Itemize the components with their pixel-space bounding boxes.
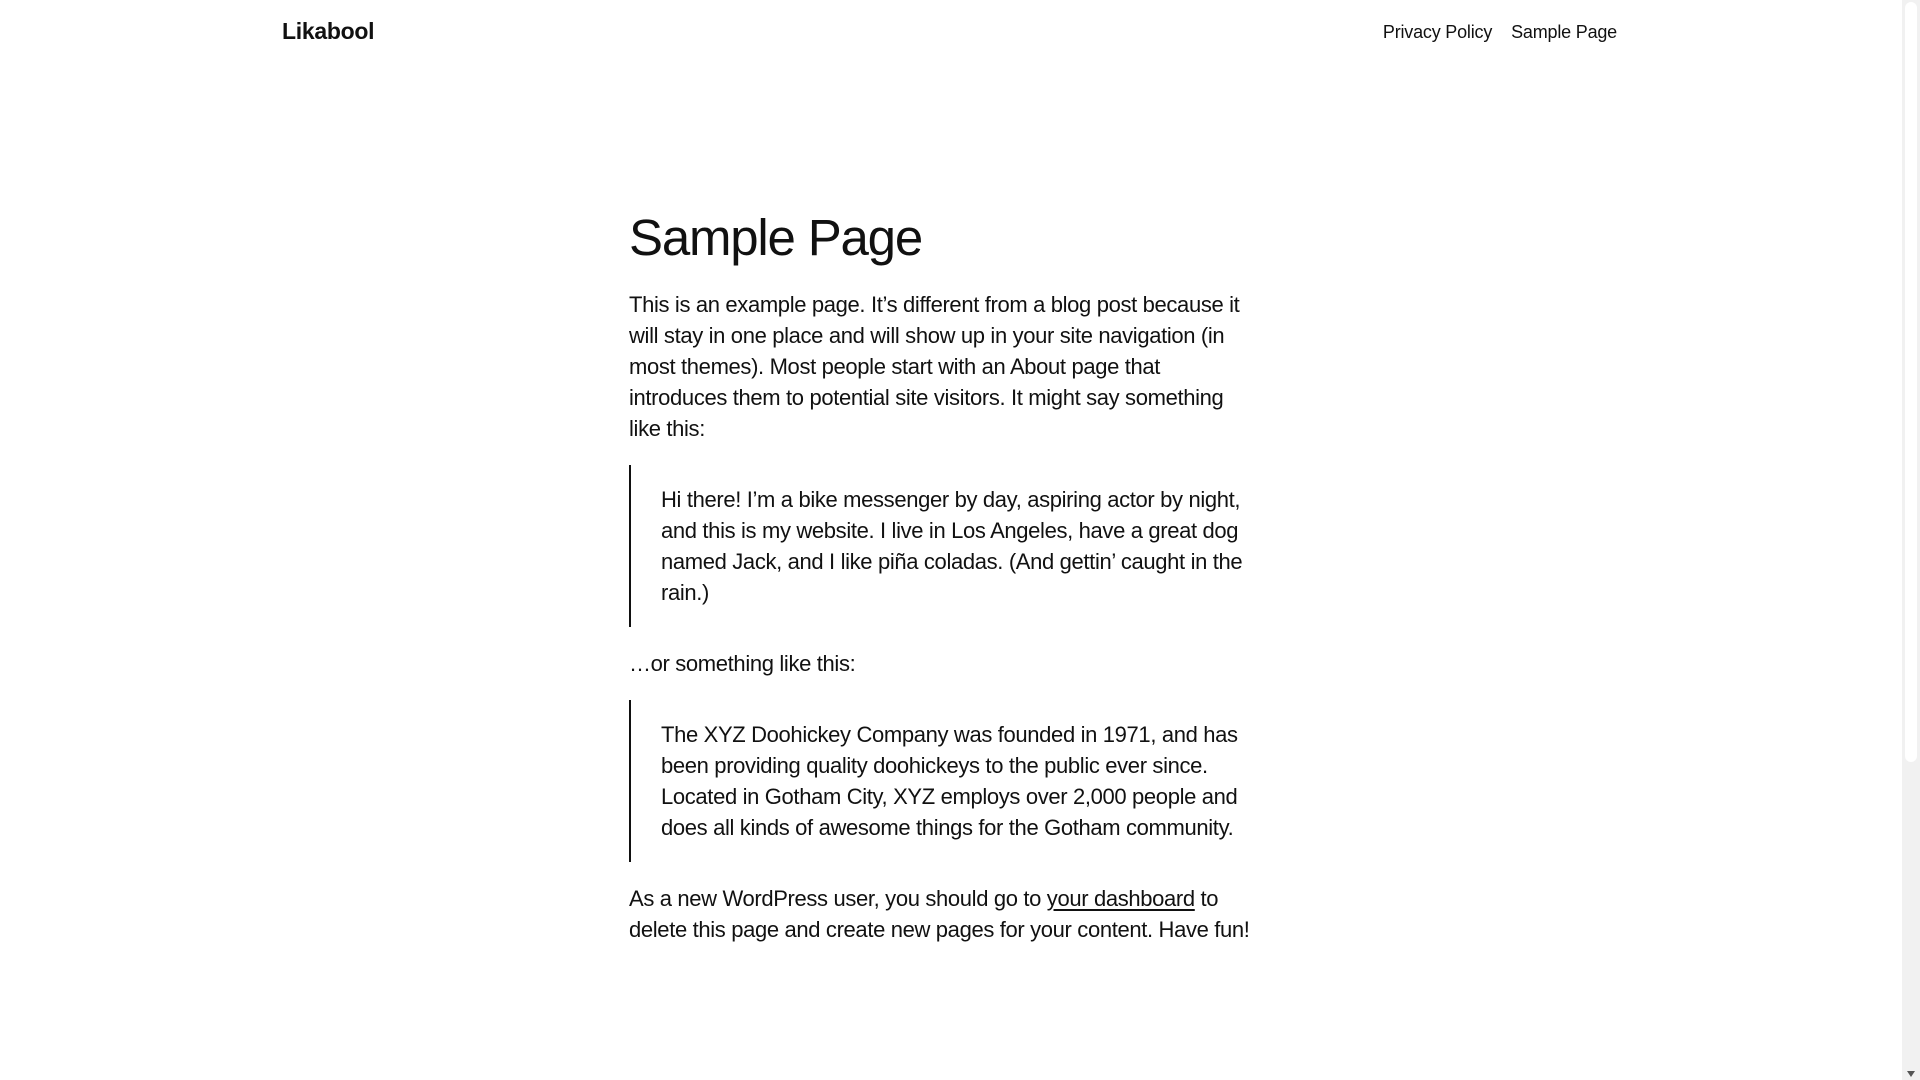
main-content — [629, 205, 1259, 945]
quote-block-bike-messenger — [629, 465, 1246, 627]
your-dashboard-link[interactable]: your dashboard — [1046, 886, 1195, 911]
quote-text-doohickey-company: The XYZ Doohickey Company was founded in 1971, and has been providing quality doohickeys to the public ever since. Located in Gotham City, XYZ employs over 2,000 people and does all kinds of awesome things for the Gotham community. — [661, 722, 1238, 840]
scroll-down-arrow-icon[interactable] — [1907, 1071, 1915, 1077]
quote-block-doohickey-company — [629, 700, 1246, 862]
vertical-scrollbar[interactable] — [1902, 0, 1920, 1080]
site-navigation — [1383, 22, 1617, 43]
page-title: Sample Page — [629, 209, 922, 266]
nav-privacy-policy[interactable]: Privacy Policy — [1382, 22, 1493, 42]
final-paragraph — [629, 883, 1259, 945]
intro-paragraph: This is an example page. It’s different from a blog post because it will stay in one place and will show up in your site navigation (in most themes). Most people start with an About page that introduces them to potential site visitors. It might say something like this: — [629, 292, 1240, 441]
scrollbar-thumb[interactable] — [1905, 2, 1917, 762]
quote-text-bike-messenger: Hi there! I’m a bike messenger by day, aspiring actor by night, and this is my website. I live in Los Angeles, have a great dog named Jack, and I like piña coladas. (And gettin’ caught in the rain.) — [661, 487, 1243, 605]
site-title-link[interactable]: Likabool — [282, 18, 375, 44]
final-text-before-link: As a new WordPress user, you should go to — [629, 886, 1047, 911]
nav-sample-page[interactable]: Sample Page — [1511, 22, 1617, 42]
final-text-after-link: to delete this page and create new pages for your content. Have fun! — [629, 886, 1250, 942]
middle-paragraph: …or something like this: — [629, 651, 856, 676]
